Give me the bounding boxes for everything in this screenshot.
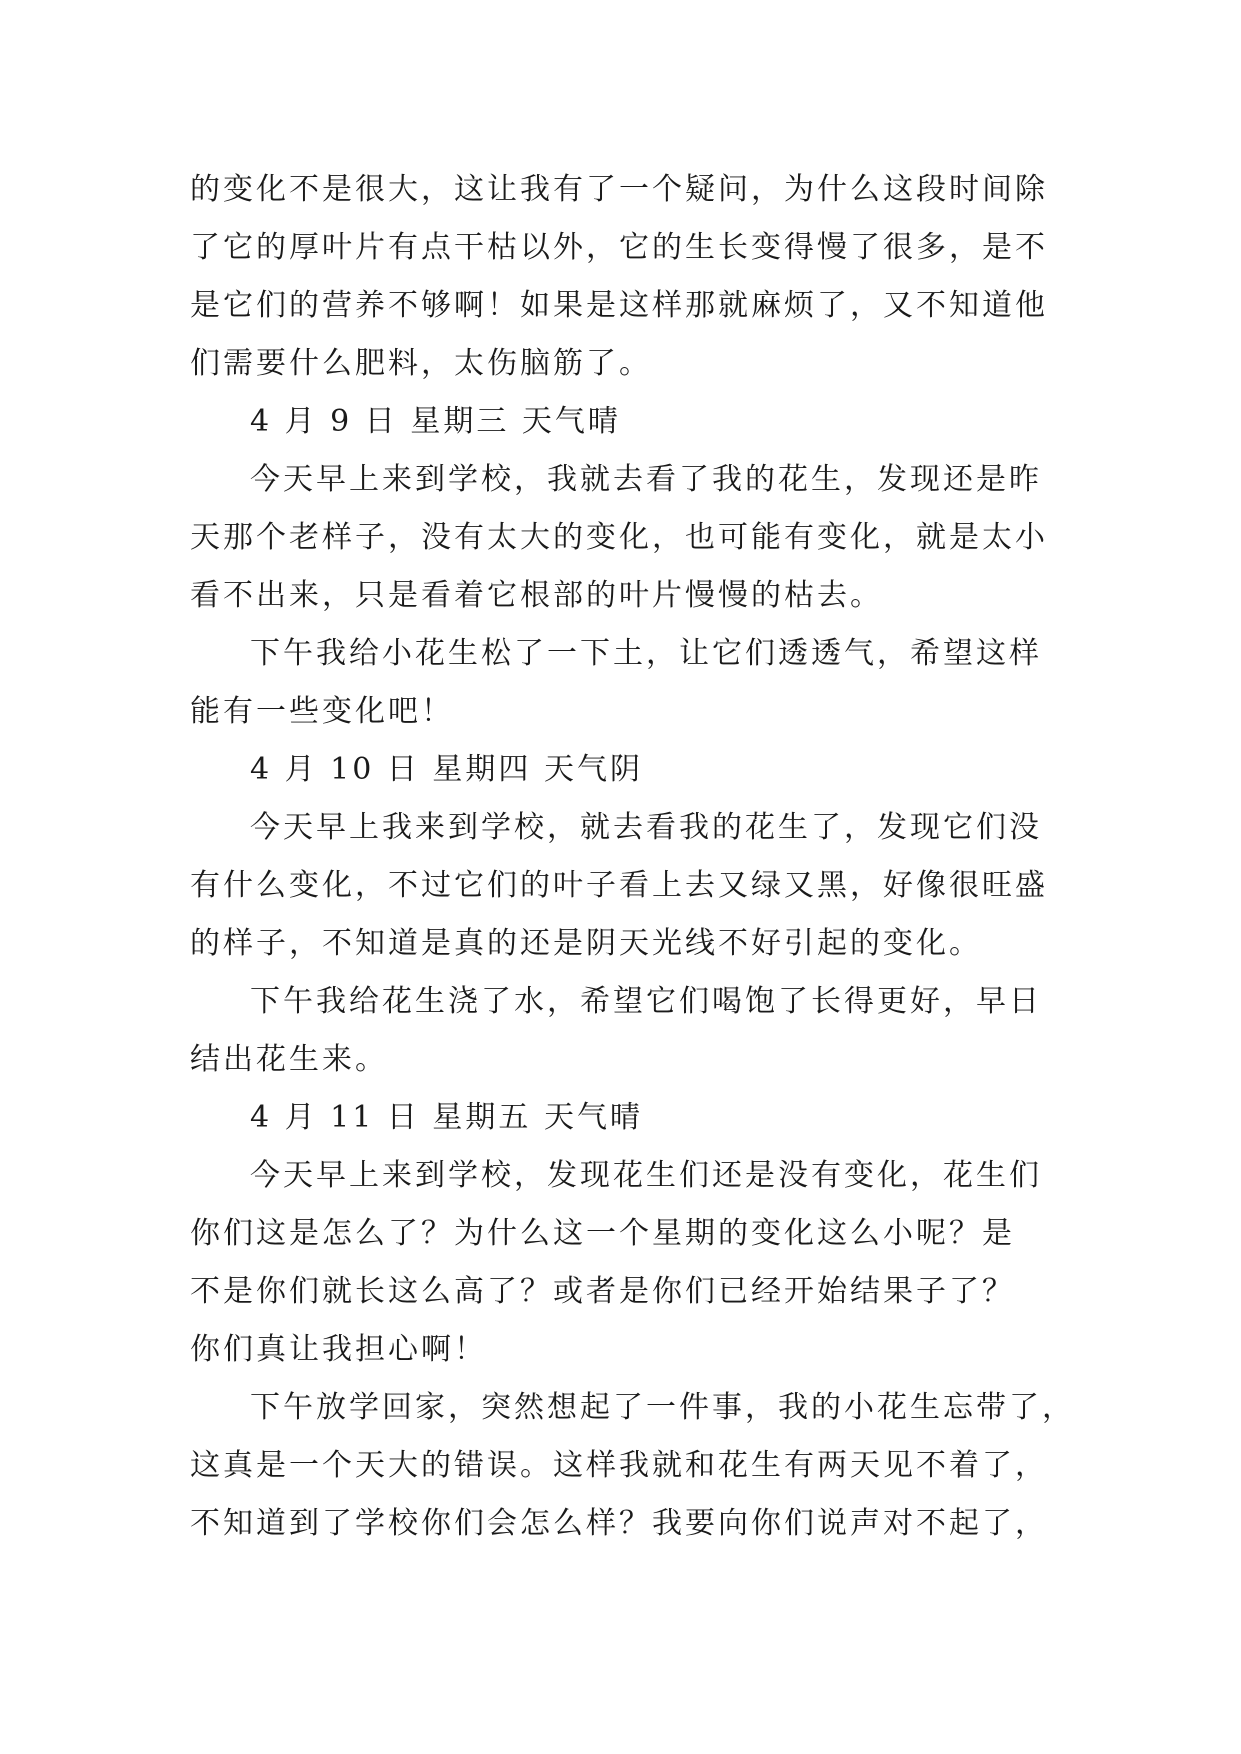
document-page bbox=[190, 161, 1075, 1553]
text-line: 们需要什么肥料，太伤脑筋了。 bbox=[190, 346, 652, 381]
text-line: 了它的厚叶片有点干枯以外，它的生长变得慢了很多，是不 bbox=[190, 230, 1048, 265]
text-line: 你们真让我担心啊！ bbox=[190, 1332, 487, 1367]
diary-date-heading: 4 月 9 日 星期三 天气晴 bbox=[250, 404, 621, 439]
text-line: 不是你们就长这么高了？或者是你们已经开始结果子了？ bbox=[190, 1274, 1015, 1309]
text-line: 今天早上我来到学校，就去看我的花生了，发现它们没 bbox=[250, 810, 1042, 845]
text-line: 看不出来，只是看着它根部的叶片慢慢的枯去。 bbox=[190, 578, 883, 613]
diary-date-heading: 4 月 10 日 星期四 天气阴 bbox=[250, 752, 643, 787]
text-line: 结出花生来。 bbox=[190, 1042, 388, 1077]
text-line: 不知道到了学校你们会怎么样？我要向你们说声对不起了， bbox=[190, 1506, 1048, 1541]
text-line: 有什么变化，不过它们的叶子看上去又绿又黑，好像很旺盛 bbox=[190, 868, 1048, 903]
text-line: 的样子，不知道是真的还是阴天光线不好引起的变化。 bbox=[190, 926, 982, 961]
text-line: 这真是一个天大的错误。这样我就和花生有两天见不着了， bbox=[190, 1448, 1048, 1483]
text-line: 今天早上来到学校，发现花生们还是没有变化，花生们 bbox=[250, 1158, 1042, 1193]
text-line: 下午我给小花生松了一下土，让它们透透气，希望这样 bbox=[250, 636, 1042, 671]
text-line: 下午我给花生浇了水，希望它们喝饱了长得更好，早日 bbox=[250, 984, 1042, 1019]
text-line: 天那个老样子，没有太大的变化，也可能有变化，就是太小 bbox=[190, 520, 1048, 555]
text-line: 是它们的营养不够啊！如果是这样那就麻烦了，又不知道他 bbox=[190, 288, 1048, 323]
diary-date-heading: 4 月 11 日 星期五 天气晴 bbox=[250, 1100, 643, 1135]
text-line: 的变化不是很大，这让我有了一个疑问，为什么这段时间除 bbox=[190, 172, 1048, 207]
text-line: 你们这是怎么了？为什么这一个星期的变化这么小呢？是 bbox=[190, 1216, 1015, 1251]
text-line: 今天早上来到学校，我就去看了我的花生，发现还是昨 bbox=[250, 462, 1042, 497]
text-line: 能有一些变化吧！ bbox=[190, 694, 454, 729]
text-line: 下午放学回家，突然想起了一件事，我的小花生忘带了， bbox=[250, 1390, 1075, 1425]
